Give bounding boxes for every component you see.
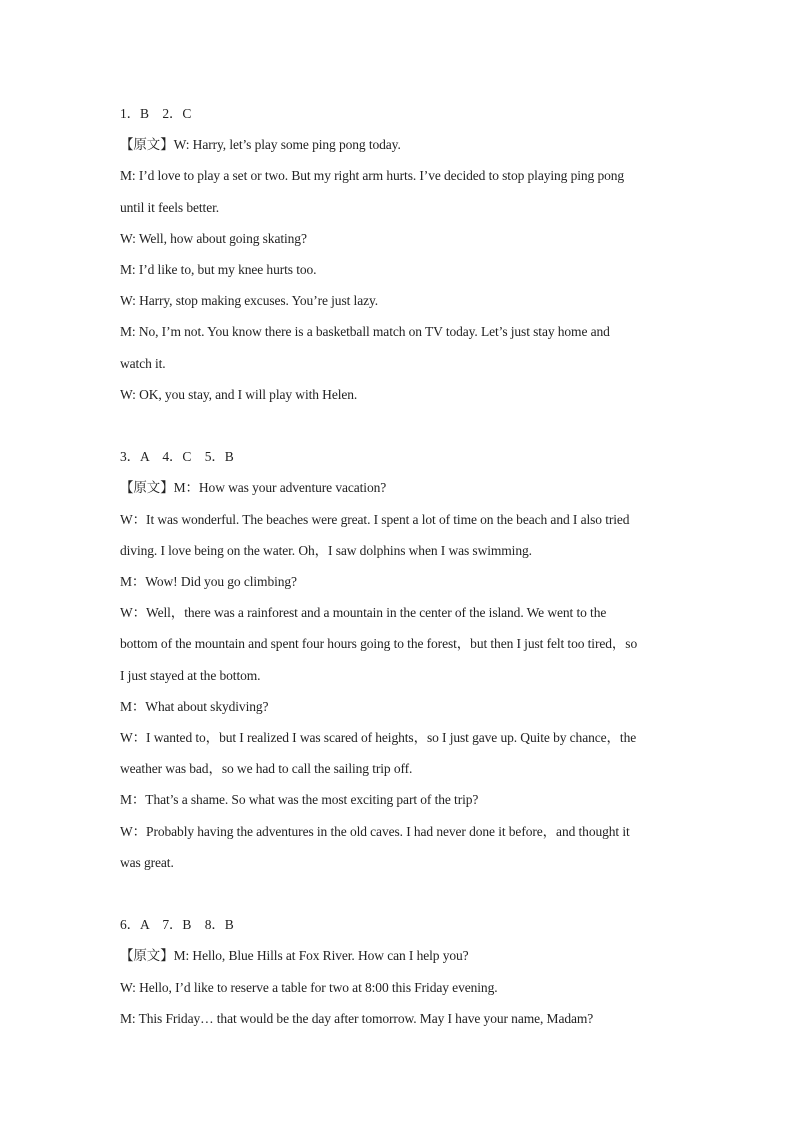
document-page bbox=[120, 98, 680, 1034]
transcript-line: W: OK, you stay, and I will play with Helen. bbox=[120, 386, 358, 402]
transcript-line: bottom of the mountain and spent four hours going to the forest，but then I just felt too tired，so bbox=[120, 636, 638, 652]
section-spacer bbox=[120, 878, 680, 909]
transcript-line: I just stayed at the bottom. bbox=[120, 667, 261, 683]
transcript-line: W：Probably having the adventures in the old caves. I had never done it before，and thought it bbox=[120, 823, 630, 839]
answer-key: 3．A 4．C 5．B bbox=[120, 449, 234, 465]
transcript-line: 【原文】W: Harry, let’s play some ping pong today. bbox=[120, 137, 401, 153]
transcript-line: M: I’d love to play a set or two. But my right arm hurts. I’ve decided to stop playing ping pong bbox=[120, 168, 625, 184]
transcript-line: 【原文】M: Hello, Blue Hills at Fox River. How can I help you? bbox=[120, 948, 469, 964]
transcript-line: W：Well，there was a rainforest and a mountain in the center of the island. We went to the bbox=[120, 605, 607, 621]
section-spacer bbox=[120, 410, 680, 441]
transcript-line: M: I’d like to, but my knee hurts too. bbox=[120, 262, 317, 278]
transcript-line: W：I wanted to，but I realized I was scared of heights，so I just gave up. Quite by chance，the bbox=[120, 730, 637, 746]
transcript-line: W: Harry, stop making excuses. You’re just lazy. bbox=[120, 293, 379, 309]
transcript-line: diving. I love being on the water. Oh，I saw dolphins when I was swimming. bbox=[120, 542, 532, 558]
answer-section-1 bbox=[120, 98, 680, 410]
transcript-line: weather was bad，so we had to call the sailing trip off. bbox=[120, 761, 413, 777]
transcript-line: W：It was wonderful. The beaches were great. I spent a lot of time on the beach and I also tried bbox=[120, 511, 630, 527]
answer-key: 1．B 2．C bbox=[120, 106, 192, 121]
answer-key: 6．A 7．B 8．B bbox=[120, 917, 234, 933]
transcript-line: M：Wow! Did you go climbing? bbox=[120, 574, 297, 590]
transcript-line: was great. bbox=[120, 854, 174, 870]
transcript-line: watch it. bbox=[120, 355, 166, 371]
transcript-line: M：What about skydiving? bbox=[120, 698, 269, 714]
transcript-line: W: Hello, I’d like to reserve a table for two at 8:00 this Friday evening. bbox=[120, 979, 498, 995]
transcript-line: until it feels better. bbox=[120, 199, 220, 215]
transcript-line: M: This Friday… that would be the day after tomorrow. May I have your name, Madam? bbox=[120, 1010, 594, 1026]
transcript-line: W: Well, how about going skating? bbox=[120, 230, 307, 246]
transcript-line: M: No, I’m not. You know there is a basketball match on TV today. Let’s just stay home and bbox=[120, 324, 610, 340]
transcript-line: 【原文】M：How was your adventure vacation? bbox=[120, 480, 387, 496]
answer-section-2 bbox=[120, 441, 680, 878]
answer-section-3 bbox=[120, 909, 680, 1034]
transcript-line: M：That’s a shame. So what was the most exciting part of the trip? bbox=[120, 792, 479, 808]
